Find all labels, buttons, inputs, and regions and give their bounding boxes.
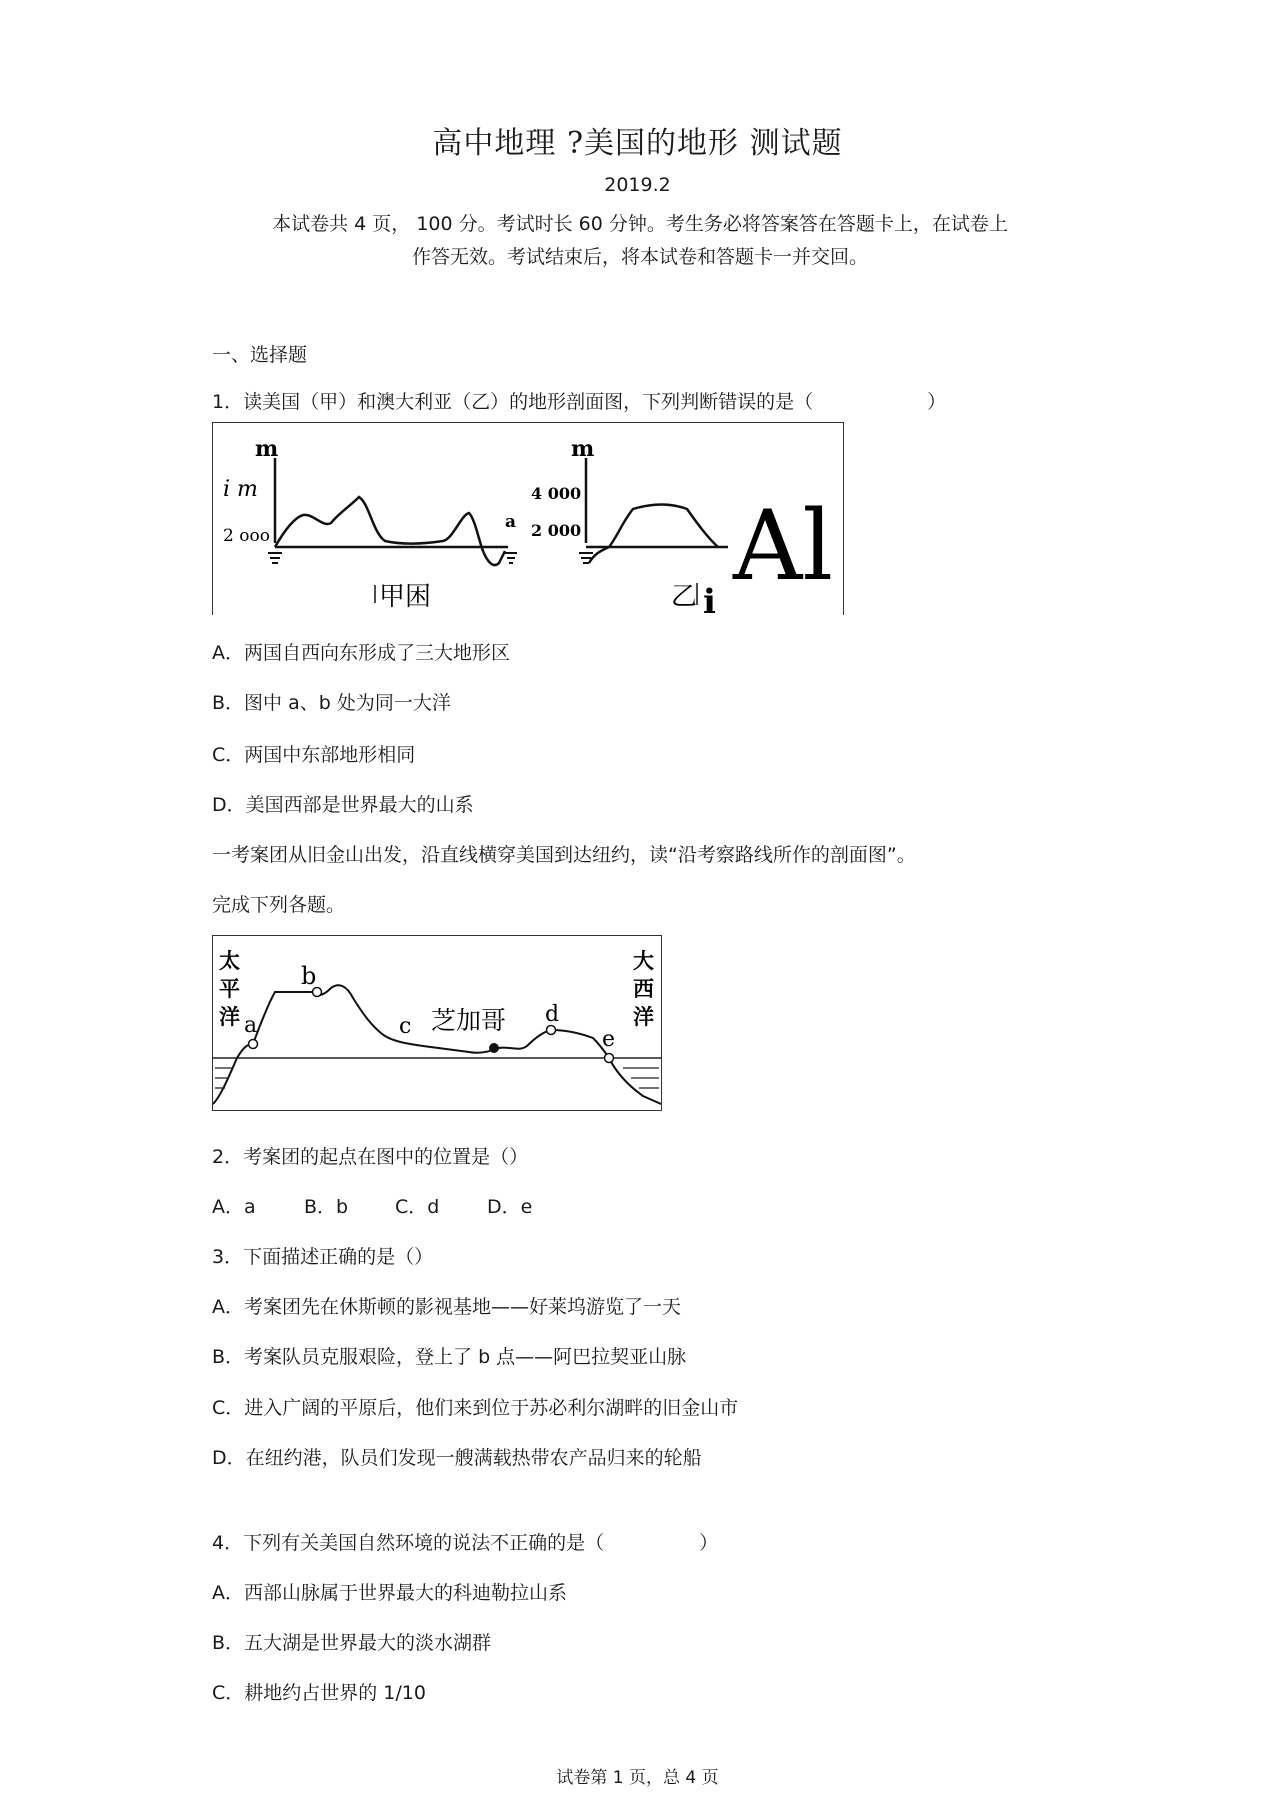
q3-option-b: B．考案队员克服艰险，登上了 b 点——阿巴拉契亚山脉 [212,1346,687,1368]
section-heading: 一、选择题 [212,344,308,366]
right-4000-label: 4 000 [531,484,582,503]
terrain-profile-line [213,985,661,1104]
pacific-char-3: 洋 [219,1004,240,1029]
exam-date: 2019.2 [604,174,671,196]
atlantic-char-1: 大 [633,948,654,973]
australia-profile-line [589,505,718,564]
atlantic-char-3: 洋 [633,1004,654,1029]
label-c: c [399,1014,412,1039]
caption-yi: 乙 [671,582,698,612]
cross-section-figure [212,935,662,1111]
instructions-line-2: 作答无效。考试结束后，将本试卷和答题卡一并交回。 [411,246,868,268]
q3-option-a: A．考案团先在休斯顿的影视基地——好莱坞游览了一天 [212,1296,681,1318]
page-title: 高中地理 ?美国的地形 测试题 [432,126,843,161]
point-a-marker [249,1040,258,1049]
usa-profile-line [275,497,505,565]
q3-option-d: D．在纽约港，队员们发现一艘满载热带农产品归来的轮船 [212,1447,702,1469]
q4-option-a: A．西部山脉属于世界最大的科迪勒拉山系 [212,1582,567,1604]
pacific-char-2: 平 [219,976,240,1001]
q3-option-c: C．进入广阔的平原后，他们来到位于苏必利尔湖畔的旧金山市 [212,1397,739,1419]
left-sea-marker [268,553,282,563]
exam-instructions [190,208,1090,274]
label-b: b [301,962,317,990]
q4-option-c: C．耕地约占世界的 1/10 [212,1682,426,1704]
left-im-label: i m [223,477,258,502]
overlay-al-text: Al [733,490,834,602]
q1-option-a: A．两国自西向东形成了三大地形区 [212,642,510,664]
instructions-line-1: 本试卷共 4 页， 100 分。考试时长 60 分钟。考生务必将答案答在答题卡上，在试卷上 [272,213,1008,235]
q1-option-d: D．美国西部是世界最大的山系 [212,794,474,816]
q4-option-b: B．五大湖是世界最大的淡水湖群 [212,1632,492,1654]
left-2000-label: 2 ooo [223,526,270,546]
label-e: e [602,1027,616,1052]
label-d: d [545,1002,560,1027]
q3-stem: 3．下面描述正确的是（） [212,1246,434,1268]
q2-stem: 2．考案团的起点在图中的位置是（） [212,1146,529,1168]
q1-option-b: B．图中 a、b 处为同一大洋 [212,692,451,714]
q1-stem: 1．读美国（甲）和澳大利亚（乙）的地形剖面图，下列判断错误的是（ ） [212,391,947,413]
q2-option-d: D．e [487,1196,533,1218]
chicago-marker [489,1043,499,1053]
cross-section-svg [213,936,661,1110]
atlantic-char-2: 西 [633,976,654,1001]
q2-option-a: A．a [212,1196,256,1218]
page-footer: 试卷第 1 页，总 4 页 [556,1768,719,1788]
right-2000-label: 2 000 [531,521,582,540]
left-unit-label: m [255,436,279,462]
q4-stem: 4．下列有关美国自然环境的说法不正确的是（ ） [212,1532,719,1554]
q2-option-c: C．d [395,1196,440,1218]
intro-line-2: 完成下列各题。 [212,894,346,916]
point-e-marker [605,1054,614,1063]
label-a: a [505,512,517,532]
q1-profile-figure [212,422,844,615]
right-sea-marker-a [505,553,517,563]
q1-profile-svg [213,423,843,615]
intro-line-1: 一考案团从旧金山出发，沿直线横穿美国到达纽约，读“沿考察路线所作的剖面图”。 [212,844,916,866]
chicago-label: 芝加哥 [431,1006,507,1035]
q2-option-b: B．b [304,1196,349,1218]
right-unit-label: m [571,436,595,462]
q1-option-c: C．两国中东部地形相同 [212,744,416,766]
pacific-char-1: 太 [219,948,240,973]
caption-i: i [703,582,716,615]
caption-jia: 甲困 [379,582,432,612]
label-a: a [244,1013,258,1038]
